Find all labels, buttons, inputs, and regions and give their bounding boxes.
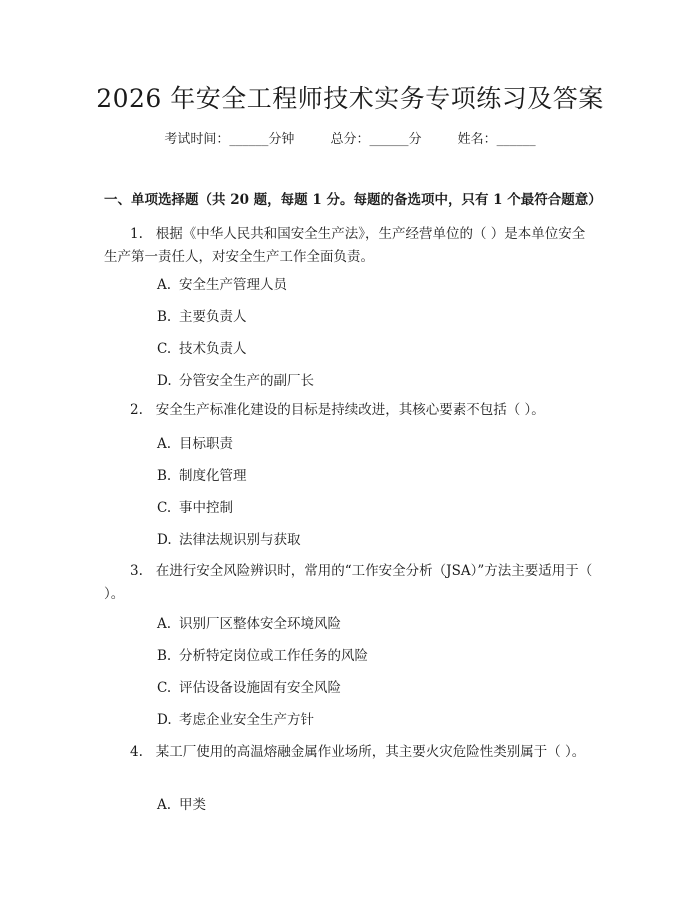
- option-text: 甲类: [179, 797, 206, 813]
- option-2a: [157, 434, 233, 454]
- option-text: 技术负责人: [179, 341, 247, 357]
- option-text: 目标职责: [179, 436, 233, 452]
- option-text: 考虑企业安全生产方针: [179, 712, 314, 728]
- exam-time-field: 考试时间：______分钟: [164, 132, 295, 147]
- section-heading: 一、单项选择题（共 20 题，每题 1 分。每题的备选项中，只有 1 个最符合题意）: [104, 192, 602, 208]
- option-text: 安全生产管理人员: [179, 277, 287, 293]
- option-letter: A.: [157, 616, 172, 632]
- option-letter: D.: [157, 532, 172, 548]
- option-3d: [157, 710, 314, 730]
- option-letter: D.: [157, 712, 172, 728]
- total-score-field: 总分：______分: [330, 132, 422, 147]
- option-1c: [157, 339, 247, 359]
- option-letter: A.: [157, 797, 172, 813]
- option-letter: A.: [157, 436, 172, 452]
- option-text: 分析特定岗位或工作任务的风险: [179, 648, 368, 664]
- option-2b: [157, 466, 247, 486]
- question-number: 1.: [130, 226, 143, 242]
- option-letter: B.: [157, 468, 172, 484]
- question-1: [104, 223, 596, 269]
- question-number: 2.: [130, 402, 143, 418]
- option-1b: [157, 307, 247, 327]
- option-3c: [157, 678, 341, 698]
- question-number: 4.: [130, 744, 143, 760]
- document-title: 2026 年安全工程师技术实务专项练习及答案: [96, 84, 604, 113]
- option-1a: [157, 275, 287, 295]
- option-letter: C.: [157, 500, 172, 516]
- question-4: [104, 741, 596, 764]
- option-1d: [157, 371, 314, 391]
- question-stem: 某工厂使用的高温熔融金属作业场所，其主要火灾危险性类别属于（ ）。: [155, 744, 586, 760]
- question-number: 3.: [130, 563, 143, 579]
- option-text: 主要负责人: [179, 309, 247, 325]
- option-text: 法律法规识别与获取: [179, 532, 301, 548]
- exam-meta: [0, 130, 700, 150]
- option-text: 制度化管理: [179, 468, 247, 484]
- option-2d: [157, 530, 301, 550]
- option-text: 分管安全生产的副厂长: [179, 373, 314, 389]
- question-stem: 根据《中华人民共和国安全生产法》，生产经营单位的（ ）是本单位安全生产第一责任人，对安全生产工作全面负责。: [104, 226, 586, 265]
- option-letter: A.: [157, 277, 172, 293]
- option-2c: [157, 498, 233, 518]
- option-letter: D.: [157, 373, 172, 389]
- option-letter: B.: [157, 309, 172, 325]
- option-letter: B.: [157, 648, 172, 664]
- question-stem: 安全生产标准化建设的目标是持续改进，其核心要素不包括（ ）。: [155, 402, 545, 418]
- option-text: 事中控制: [179, 500, 233, 516]
- option-letter: C.: [157, 680, 172, 696]
- option-text: 评估设备设施固有安全风险: [179, 680, 341, 696]
- option-letter: C.: [157, 341, 172, 357]
- name-field: 姓名：______: [457, 132, 536, 147]
- question-stem: 在进行安全风险辨识时，常用的“工作安全分析（JSA）”方法主要适用于（ ）。: [104, 563, 593, 602]
- question-3: [104, 560, 596, 606]
- option-3b: [157, 646, 368, 666]
- option-text: 识别厂区整体安全环境风险: [179, 616, 341, 632]
- option-3a: [157, 614, 341, 634]
- option-4a: [157, 795, 206, 815]
- question-2: [104, 399, 596, 422]
